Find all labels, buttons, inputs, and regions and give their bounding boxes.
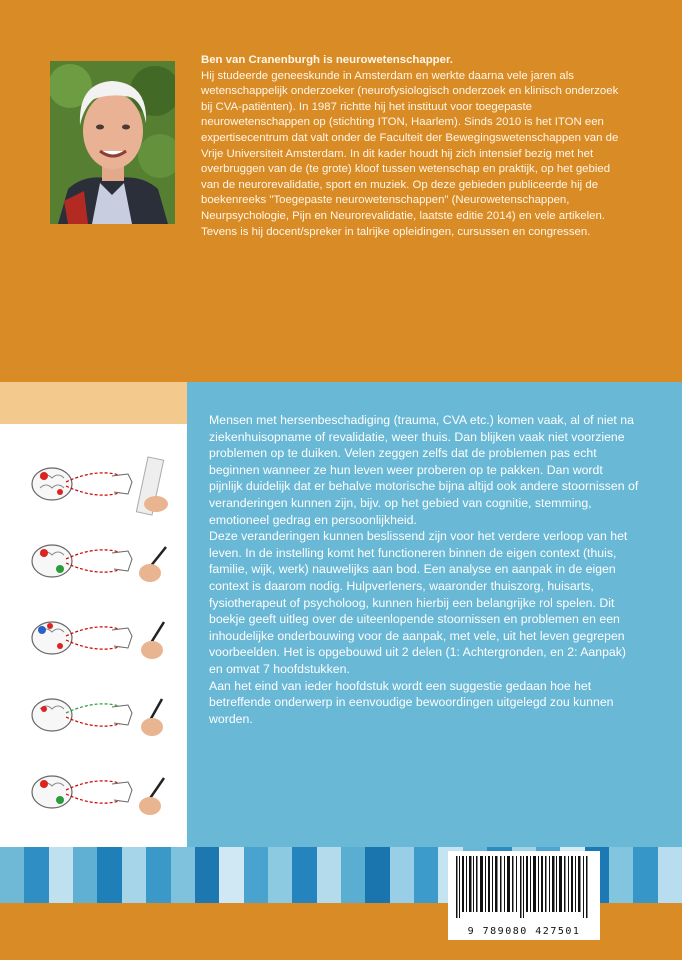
bio-heading: Ben van Cranenburgh is neurowetenschapper. bbox=[201, 54, 453, 66]
isbn-number: 9 789080 427501 bbox=[467, 926, 581, 937]
brain-hand-figure bbox=[30, 685, 178, 749]
brain-hand-figure bbox=[30, 762, 178, 826]
author-photo bbox=[50, 61, 175, 224]
blurb-paragraph-2: Deze veranderingen kunnen beslissend zijn voor het verdere verloop van het leven. In de instelling komt het functioneren binnen de eigen context (thuis, familie, wijk, werk) nauwelijks aan bod. Een analyse en aanpak in de eigen context is daarom nodig. Hulpverleners, waaronder thuiszorg, huisarts, fysiotherapeut of psycholoog, kunnen hierbij een belangrijke rol spelen. Dit boekje geeft uitleg over de uiteenlopende stoornissen en problemen en een inhoudelijke onderbouwing voor de aanpak, met vele, uit het leven gegrepen voorbeelden. Het is opgebouwd uit 2 delen (1: Achtergronden, en 2: Aanpak) en omvat 7 hoofdstukken. bbox=[209, 529, 628, 676]
blurb-paragraph-3: Aan het eind van ieder hoofdstuk wordt een suggestie gedaan hoe het betreffende onderwerp in eenvoudige bewoordingen uitgelegd zou kunnen worden. bbox=[209, 678, 614, 726]
author-bio bbox=[201, 53, 631, 240]
illustration-column bbox=[0, 424, 187, 847]
isbn-barcode bbox=[448, 851, 600, 940]
blurb-paragraph-1: Mensen met hersenbeschadiging (trauma, CVA etc.) komen vaak, al of niet na ziekenhuisopname of revalidatie, weer thuis. Dan blijken vaak niet voorziene problemen op te duiken. Velen zeggen zelfs dat de problemen pas echt beginnen wanneer ze hun leven weer proberen op te pakken. Dan wordt pijnlijk duidelijk dat er behalve motorische bijna altijd ook andere stoornissen of veranderingen kunnen zijn, bijv. op het gebied van cognitie, stemming, emotioneel gedrag en persoonlijkheid. bbox=[209, 413, 639, 527]
blurb-text bbox=[209, 412, 639, 727]
bio-body: Hij studeerde geneeskunde in Amsterdam en werkte daarna vele jaren als wetenschappelijk onderzoeker (neurofysiologisch onderzoek en klinisch onderzoek bij CVA-patiënten). In 1987 richtte hij het instituut voor toegepaste neurowetenschappen op (stichting ITON, Haarlem). Sinds 2010 is het ITON een expertisecentrum dat valt onder de Faculteit der Bewegingswetenschappen van de Vrije Universiteit Amsterdam. In dit kader houdt hij zich intensief bezig met het overbruggen van de (te grote) kloof tussen wetenschap en praktijk, op het gebied van de neurorevalidatie, sport en muziek. Op deze gebieden publiceerde hij de boekenreeks "Toegepaste neurowetenschappen" (Neurowetenschappen, Neurpsychologie, Pijn en Neurorevalidatie, laatste editie 2014) en vele artikelen. Tevens is hij docent/spreker in talrijke opleidingen, cursussen en congressen. bbox=[201, 69, 619, 238]
brain-hand-figure bbox=[30, 531, 178, 595]
brain-hand-figure bbox=[30, 454, 178, 518]
brain-hand-figure bbox=[30, 608, 178, 672]
light-strip bbox=[0, 382, 187, 424]
